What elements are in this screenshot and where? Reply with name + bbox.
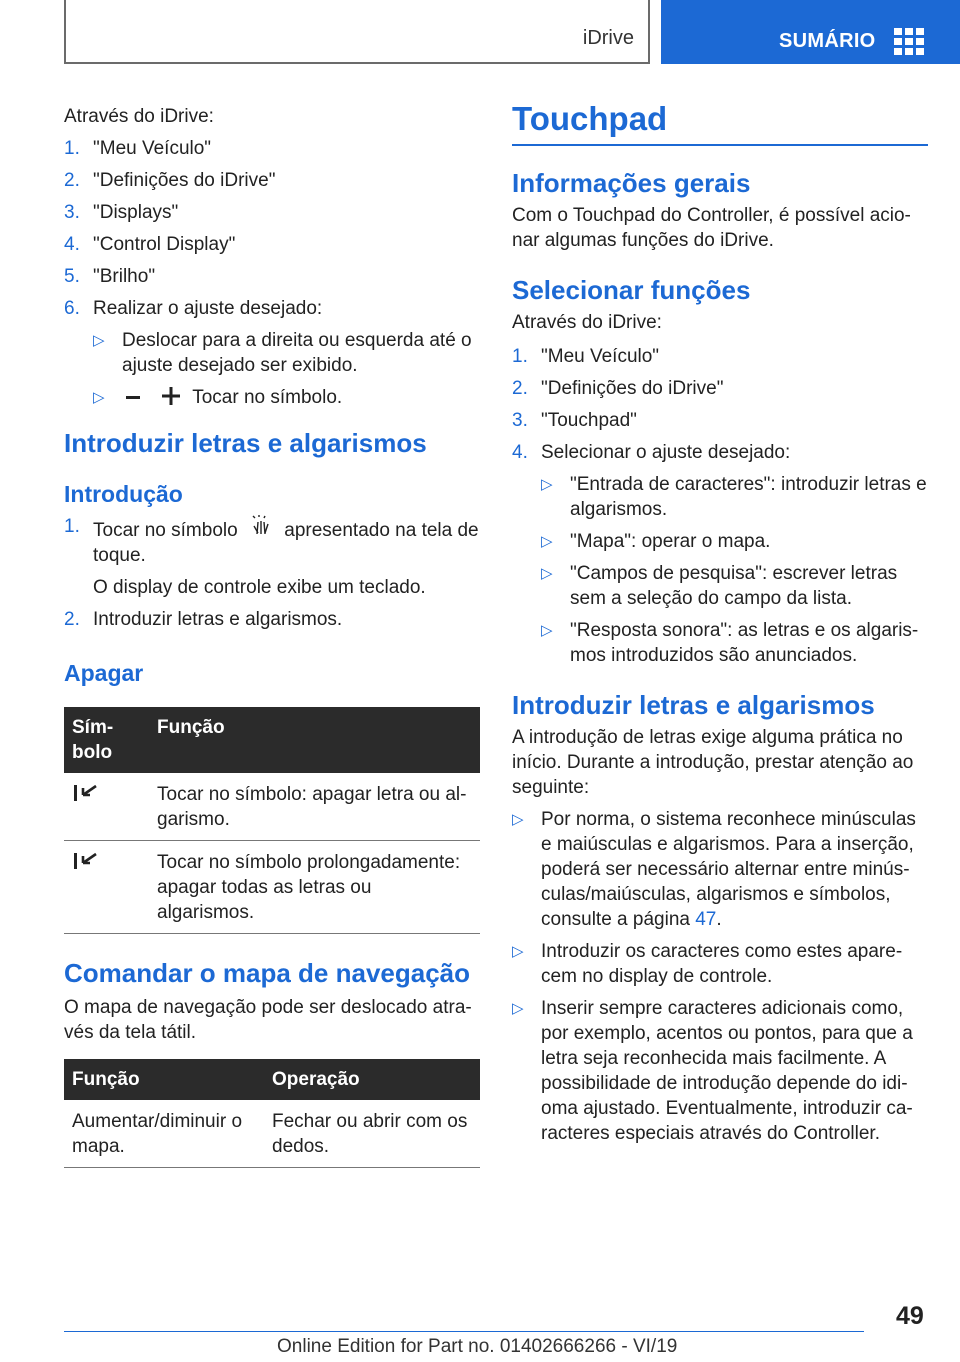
triangle-bullet-icon: ▷ <box>541 533 553 550</box>
triangle-bullet-icon: ▷ <box>541 476 553 493</box>
list-item: 6. Realizar o ajuste desejado: <box>64 298 323 319</box>
list-item: ▷ "Mapa": operar o mapa. <box>541 531 771 552</box>
select-sub-bullets <box>512 472 928 668</box>
list-item: ▷ "Entrada de caracteres": introduzir letras e algarismos. <box>541 474 927 520</box>
steps-list <box>64 136 480 321</box>
table-header: Sím- bolo <box>64 707 149 773</box>
intro-note: O display de controle exibe um teclado. <box>93 577 426 598</box>
list-item: 2. "Definições do iDrive" <box>64 170 276 191</box>
heading-intro: Introdução <box>64 481 183 507</box>
header-title-box <box>64 0 650 64</box>
table-row: Tocar no símbolo prolongadamente: apagar todas as letras ou algarismos. <box>64 841 480 934</box>
sub-bullets <box>64 328 480 410</box>
triangle-bullet-icon: ▷ <box>541 622 553 639</box>
list-item: 2. "Definições do iDrive" <box>512 378 724 399</box>
list-item: ▷ Introduzir os caracteres como estes apare- cem no display de controle. <box>512 941 903 987</box>
keyboard-hand-icon[interactable] <box>249 514 273 538</box>
letters-bullets <box>512 807 928 1146</box>
list-item: 2. Introduzir letras e algarismos. <box>64 609 343 630</box>
list-item: 5. "Brilho" <box>64 266 156 287</box>
heading-map: Comandar o mapa de navegação <box>64 958 471 988</box>
page-number: 49 <box>896 1302 924 1330</box>
intro-list <box>64 514 480 632</box>
heading-letters: Introduzir letras e algarismos <box>64 428 427 458</box>
list-item: 1. "Meu Veículo" <box>512 346 660 367</box>
list-item: ▷ Por norma, o sistema reconhece minúsculas e maiúsculas e algarismos. Para a inserção, poderá ser necessário alternar entre minús- culas/maiúsculas, algarismos e símbolos, consulte a página 47. <box>512 809 916 930</box>
heading-apagar: Apagar <box>64 660 144 686</box>
table-header: Função <box>64 1059 264 1100</box>
minus-icon[interactable] <box>126 396 140 399</box>
select-intro: Através do iDrive: <box>512 312 662 333</box>
triangle-bullet-icon: ▷ <box>93 389 105 406</box>
list-item: ▷ "Resposta sonora": as letras e os algaris- mos introduzidos são anunciados. <box>541 620 919 666</box>
chapter-title: iDrive <box>582 27 634 49</box>
right-column <box>512 100 928 1146</box>
list-item: 4. Selecionar o ajuste desejado: <box>512 442 791 463</box>
summary-button[interactable] <box>661 0 960 64</box>
select-steps <box>512 344 928 465</box>
backspace-icon[interactable] <box>72 850 98 872</box>
footer-rule <box>64 1331 864 1332</box>
list-item: ▷ Tocar no símbolo. <box>93 387 343 408</box>
delete-table <box>64 707 480 934</box>
list-item: 1. Tocar no símbolo apresentado na tela de toque. <box>64 516 479 566</box>
heading-select: Selecionar funções <box>512 275 751 305</box>
list-item: ▷ "Campos de pesquisa": escrever letras sem a seleção do campo da lista. <box>541 563 898 609</box>
table-row: Tocar no símbolo: apagar letra ou al- garismo. <box>64 773 480 841</box>
table-row: Aumentar/diminuir o mapa. Fechar ou abrir com os dedos. <box>64 1100 480 1168</box>
plus-icon[interactable] <box>161 386 181 406</box>
heading-letters-right: Introduzir letras e algarismos <box>512 690 875 720</box>
map-text: O mapa de navegação pode ser deslocado atra- vés da tela tátil. <box>64 997 472 1043</box>
triangle-bullet-icon: ▷ <box>93 332 105 349</box>
list-item: ▷ Inserir sempre caracteres adicionais como, por exemplo, acentos ou pontos, para que a letra seja reconhecida mais facilmente. A possibilidade de introdução depende do idi- oma ajustado. Eventualmente, introduzir ca- racteres especiais através do Controller. <box>512 998 913 1144</box>
section-title: Touchpad <box>512 100 928 146</box>
table-header: Função <box>149 707 480 773</box>
triangle-bullet-icon: ▷ <box>541 565 553 582</box>
list-item: 4. "Control Display" <box>64 234 236 255</box>
page-link[interactable]: 47 <box>695 909 717 930</box>
triangle-bullet-icon: ▷ <box>512 943 524 960</box>
grid-menu-icon <box>894 28 924 54</box>
edition-text: Online Edition for Part no. 01402666266 - VI/19 <box>277 1336 678 1357</box>
heading-info: Informações gerais <box>512 168 751 198</box>
triangle-bullet-icon: ▷ <box>512 811 524 828</box>
list-item: 3. "Touchpad" <box>512 410 637 431</box>
list-item: ▷ Deslocar para a direita ou esquerda até o ajuste desejado ser exibido. <box>93 330 472 376</box>
triangle-bullet-icon: ▷ <box>512 1000 524 1017</box>
list-item: 3. "Displays" <box>64 202 179 223</box>
map-table <box>64 1059 480 1168</box>
intro-text: Através do iDrive: <box>64 106 214 127</box>
letters-text: A introdução de letras exige alguma prática no início. Durante a introdução, prestar atenção ao seguinte: <box>512 727 914 798</box>
summary-label: SUMÁRIO <box>779 30 876 52</box>
left-column <box>64 100 480 1168</box>
backspace-icon[interactable] <box>72 782 98 804</box>
info-text: Com o Touchpad do Controller, é possível acio- nar algumas funções do iDrive. <box>512 205 911 251</box>
list-item: 1. "Meu Veículo" <box>64 138 212 159</box>
table-header: Operação <box>264 1059 480 1100</box>
